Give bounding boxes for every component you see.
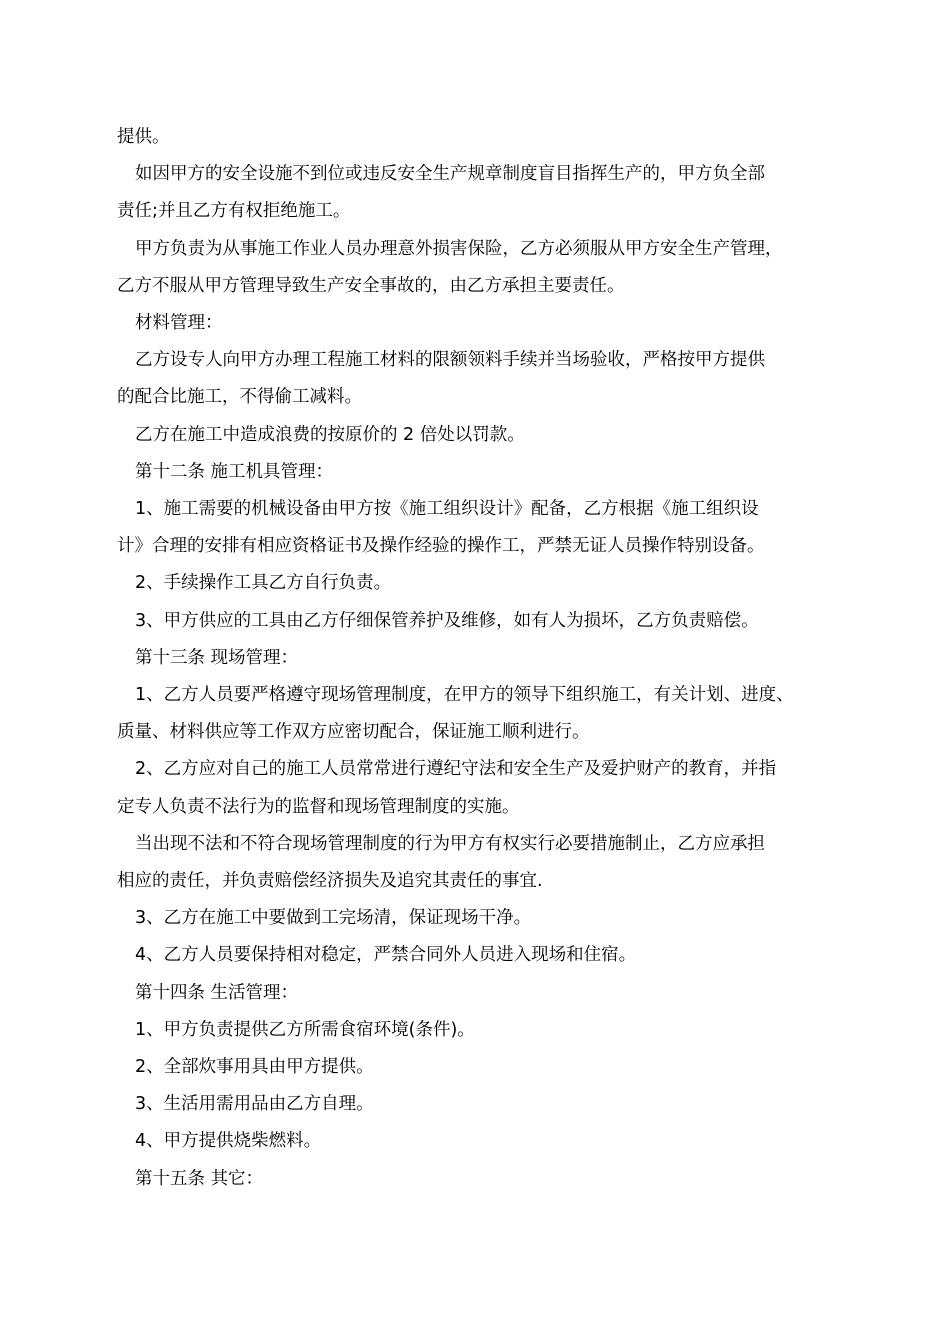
text-line: 第十五条 其它： bbox=[135, 1168, 264, 1189]
text-line: 乙方不服从甲方管理导致生产安全事故的，由乙方承担主要责任。 bbox=[117, 275, 625, 296]
text-line: 3、生活用需用品由乙方自理。 bbox=[135, 1094, 374, 1115]
text-line: 当出现不法和不符合现场管理制度的行为甲方有权实行必要措施制止，乙方应承担 bbox=[135, 833, 765, 854]
text-line: 4、乙方人员要保持相对稳定，严禁合同外人员进入现场和住宿。 bbox=[135, 945, 637, 966]
text-line: 2、全部炊事用具由甲方提供。 bbox=[135, 1057, 374, 1078]
text-line: 乙方设专人向甲方办理工程施工材料的限额领料手续并当场验收，严格按甲方提供 bbox=[135, 350, 765, 371]
text-line: 的配合比施工，不得偷工减料。 bbox=[117, 387, 362, 408]
text-line: 甲方负责为从事施工作业人员办理意外损害保险，乙方必须服从甲方安全生产管理， bbox=[135, 238, 783, 259]
text-line: 第十四条 生活管理： bbox=[135, 982, 299, 1003]
text-line: 2、手续操作工具乙方自行负责。 bbox=[135, 573, 392, 594]
text-line: 1、施工需要的机械设备由甲方按《施工组织设计》配备，乙方根据《施工组织设 bbox=[135, 499, 759, 520]
text-line: 第十二条 施工机具管理： bbox=[135, 461, 334, 482]
text-line: 提供。 bbox=[117, 127, 170, 147]
text-line: 定专人负责不法行为的监督和现场管理制度的实施。 bbox=[117, 796, 520, 817]
text-line: 乙方在施工中造成浪费的按原价的 2 倍处以罚款。 bbox=[135, 424, 525, 445]
text-line: 1、甲方负责提供乙方所需食宿环境(条件)。 bbox=[135, 1019, 475, 1040]
text-line: 如因甲方的安全设施不到位或违反安全生产规章制度盲目指挥生产的，甲方负全部 bbox=[135, 164, 765, 185]
text-line: 1、乙方人员要严格遵守现场管理制度，在甲方的领导下组织施工，有关计划、进度、 bbox=[135, 685, 794, 706]
text-line: 2、乙方应对自己的施工人员常常进行遵纪守法和安全生产及爱护财产的教育，并指 bbox=[135, 759, 777, 780]
text-line: 4、甲方提供烧柴燃料。 bbox=[135, 1131, 322, 1152]
text-line: 质量、材料供应等工作双方应密切配合，保证施工顺利进行。 bbox=[117, 722, 590, 743]
text-line: 计》合理的安排有相应资格证书及操作经验的操作工，严禁无证人员操作特别设备。 bbox=[117, 536, 765, 557]
text-line: 责任;并且乙方有权拒绝施工。 bbox=[117, 201, 351, 222]
document-body bbox=[117, 119, 852, 1198]
text-line: 第十三条 现场管理： bbox=[135, 647, 299, 668]
text-line: 材料管理： bbox=[135, 313, 223, 334]
text-line: 相应的责任，并负责赔偿经济损失及追究其责任的事宜. bbox=[117, 871, 543, 892]
text-line: 3、乙方在施工中要做到工完场清，保证现场干净。 bbox=[135, 908, 532, 929]
text-line: 3、甲方供应的工具由乙方仔细保管养护及维修，如有人为损坏，乙方负责赔偿。 bbox=[135, 610, 759, 631]
